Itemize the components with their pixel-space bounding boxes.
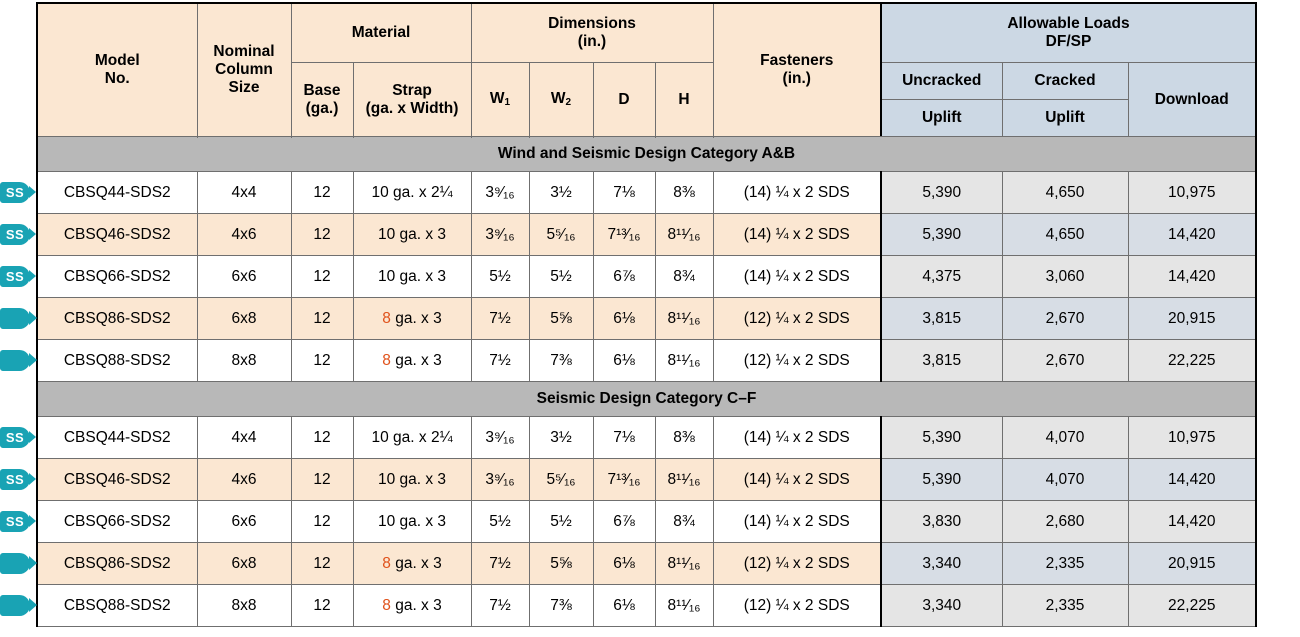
cell-h: 8¹¹⁄₁₆ xyxy=(655,214,713,256)
cell-model-no: CBSQ88-SDS2 xyxy=(37,340,197,382)
arrow-badge-icon xyxy=(0,553,30,574)
cell-d: 6⅛ xyxy=(593,298,655,340)
cell-fasteners: (12) ¼ x 2 SDS xyxy=(713,585,881,627)
cell-w2: 5½ xyxy=(529,501,593,543)
cell-h: 8⅜ xyxy=(655,417,713,459)
cell-download: 10,975 xyxy=(1128,417,1256,459)
header-model-no xyxy=(37,3,197,137)
header-w2 xyxy=(529,63,593,137)
header-fasteners xyxy=(713,3,881,137)
cell-strap: 8 ga. x 3 xyxy=(353,340,471,382)
cell-d: 7¹³⁄₁₆ xyxy=(593,214,655,256)
cell-model-no: CBSQ88-SDS2 xyxy=(37,585,197,627)
cell-download: 14,420 xyxy=(1128,459,1256,501)
cell-h: 8¹¹⁄₁₆ xyxy=(655,298,713,340)
cell-w2: 5⅝ xyxy=(529,298,593,340)
table-body xyxy=(37,137,1256,627)
cell-w2: 3½ xyxy=(529,172,593,214)
cell-h: 8⅜ xyxy=(655,172,713,214)
cell-download: 14,420 xyxy=(1128,501,1256,543)
cell-d: 7¹³⁄₁₆ xyxy=(593,459,655,501)
cell-uncracked-uplift: 3,815 xyxy=(881,340,1002,382)
cell-w1: 3⁹⁄₁₆ xyxy=(471,459,529,501)
cell-d: 7⅛ xyxy=(593,172,655,214)
cell-nominal-size: 8x8 xyxy=(197,340,291,382)
cell-d: 7⅛ xyxy=(593,417,655,459)
cell-fasteners: (14) ¼ x 2 SDS xyxy=(713,172,881,214)
header-material: Material xyxy=(291,3,471,63)
cell-fasteners: (12) ¼ x 2 SDS xyxy=(713,543,881,585)
cell-strap: 10 ga. x 3 xyxy=(353,459,471,501)
table-row xyxy=(37,214,1256,256)
ss-badge-icon: SS xyxy=(0,511,30,532)
cell-strap: 8 ga. x 3 xyxy=(353,585,471,627)
cell-download: 10,975 xyxy=(1128,172,1256,214)
table-row xyxy=(37,340,1256,382)
cell-cracked-uplift: 4,650 xyxy=(1002,214,1128,256)
table-row xyxy=(37,585,1256,627)
cell-h: 8¹¹⁄₁₆ xyxy=(655,340,713,382)
table-row xyxy=(37,459,1256,501)
cell-nominal-size: 4x4 xyxy=(197,172,291,214)
cell-uncracked-uplift: 3,830 xyxy=(881,501,1002,543)
cell-uncracked-uplift: 4,375 xyxy=(881,256,1002,298)
header-w1-sub: 1 xyxy=(504,97,511,109)
cell-download: 14,420 xyxy=(1128,256,1256,298)
cell-cracked-uplift: 3,060 xyxy=(1002,256,1128,298)
header-w1 xyxy=(471,63,529,137)
section-band-label: Seismic Design Category C–F xyxy=(37,382,1256,417)
header-strap-line1: Strap xyxy=(392,81,432,99)
cell-model-no: CBSQ46-SDS2 xyxy=(37,459,197,501)
cell-nominal-size: 8x8 xyxy=(197,585,291,627)
header-base-ga xyxy=(291,63,353,137)
stainless-steel-marker-icon xyxy=(0,182,30,203)
arrow-badge-icon xyxy=(0,350,30,371)
table-row xyxy=(37,172,1256,214)
cell-w1: 7½ xyxy=(471,585,529,627)
cell-strap: 10 ga. x 3 xyxy=(353,214,471,256)
header-model-line1: Model xyxy=(94,52,140,70)
cell-nominal-size: 4x6 xyxy=(197,214,291,256)
cell-fasteners: (14) ¼ x 2 SDS xyxy=(713,459,881,501)
cell-strap: 8 ga. x 3 xyxy=(353,298,471,340)
cell-base-gauge: 12 xyxy=(291,501,353,543)
cell-cracked-uplift: 2,670 xyxy=(1002,340,1128,382)
cell-base-gauge: 12 xyxy=(291,214,353,256)
allowable-loads-table xyxy=(36,2,1257,627)
cell-h: 8¾ xyxy=(655,501,713,543)
cell-d: 6⅛ xyxy=(593,585,655,627)
header-uplift-uncracked: Uplift xyxy=(881,100,1002,137)
header-w1-label: W xyxy=(489,90,505,108)
header-cracked: Cracked xyxy=(1002,63,1128,100)
cell-nominal-size: 4x4 xyxy=(197,417,291,459)
cell-model-no: CBSQ86-SDS2 xyxy=(37,298,197,340)
stainless-steel-marker-icon xyxy=(0,469,30,490)
cell-cracked-uplift: 2,335 xyxy=(1002,585,1128,627)
arrow-badge-icon xyxy=(0,308,30,329)
cell-uncracked-uplift: 5,390 xyxy=(881,172,1002,214)
cell-d: 6⅞ xyxy=(593,256,655,298)
cell-download: 22,225 xyxy=(1128,340,1256,382)
cell-model-no: CBSQ86-SDS2 xyxy=(37,543,197,585)
cell-nominal-size: 6x8 xyxy=(197,543,291,585)
header-allowable-line1: Allowable Loads xyxy=(1007,15,1130,33)
ss-badge-icon: SS xyxy=(0,224,30,245)
header-dimensions-line2: (in.) xyxy=(577,33,607,50)
cell-download: 14,420 xyxy=(1128,214,1256,256)
cell-w1: 3⁹⁄₁₆ xyxy=(471,214,529,256)
cell-w2: 5⁵⁄₁₆ xyxy=(529,459,593,501)
cell-download: 20,915 xyxy=(1128,298,1256,340)
cell-base-gauge: 12 xyxy=(291,585,353,627)
header-strap-line2: (ga. x Width) xyxy=(365,99,459,117)
cell-base-gauge: 12 xyxy=(291,459,353,501)
cell-base-gauge: 12 xyxy=(291,172,353,214)
cell-cracked-uplift: 2,680 xyxy=(1002,501,1128,543)
cell-w2: 7⅜ xyxy=(529,340,593,382)
ss-badge-icon: SS xyxy=(0,182,30,203)
cell-d: 6⅛ xyxy=(593,340,655,382)
header-download: Download xyxy=(1128,63,1256,137)
cell-h: 8¾ xyxy=(655,256,713,298)
cell-h: 8¹¹⁄₁₆ xyxy=(655,585,713,627)
cell-base-gauge: 12 xyxy=(291,340,353,382)
cell-h: 8¹¹⁄₁₆ xyxy=(655,543,713,585)
cell-nominal-size: 6x6 xyxy=(197,501,291,543)
cell-model-no: CBSQ44-SDS2 xyxy=(37,172,197,214)
cell-strap: 10 ga. x 3 xyxy=(353,256,471,298)
table-row xyxy=(37,543,1256,585)
cell-uncracked-uplift: 3,815 xyxy=(881,298,1002,340)
header-d: D xyxy=(593,63,655,137)
cell-w1: 7½ xyxy=(471,543,529,585)
header-nominal-line1: Nominal xyxy=(213,43,275,61)
table-row xyxy=(37,417,1256,459)
header-nominal-line3: Size xyxy=(228,78,260,96)
header-row-1 xyxy=(37,3,1256,63)
header-allowable-line2: DF/SP xyxy=(1045,33,1092,50)
ss-badge-icon: SS xyxy=(0,469,30,490)
cell-fasteners: (12) ¼ x 2 SDS xyxy=(713,298,881,340)
cell-model-no: CBSQ46-SDS2 xyxy=(37,214,197,256)
table-row xyxy=(37,298,1256,340)
cell-fasteners: (14) ¼ x 2 SDS xyxy=(713,501,881,543)
ss-badge-icon: SS xyxy=(0,266,30,287)
cell-cracked-uplift: 2,335 xyxy=(1002,543,1128,585)
arrow-badge-icon xyxy=(0,595,30,616)
header-dimensions xyxy=(471,3,713,63)
section-band-row xyxy=(37,382,1256,417)
cell-strap: 10 ga. x 2¼ xyxy=(353,417,471,459)
ss-badge-icon: SS xyxy=(0,427,30,448)
cell-model-no: CBSQ66-SDS2 xyxy=(37,256,197,298)
cell-cracked-uplift: 4,650 xyxy=(1002,172,1128,214)
cell-d: 6⅛ xyxy=(593,543,655,585)
cell-uncracked-uplift: 5,390 xyxy=(881,417,1002,459)
cell-nominal-size: 4x6 xyxy=(197,459,291,501)
cell-w1: 5½ xyxy=(471,501,529,543)
table-row xyxy=(37,256,1256,298)
stainless-steel-marker-icon xyxy=(0,511,30,532)
cell-w2: 5⅝ xyxy=(529,543,593,585)
cell-model-no: CBSQ44-SDS2 xyxy=(37,417,197,459)
header-dimensions-line1: Dimensions xyxy=(548,15,636,33)
cell-w1: 5½ xyxy=(471,256,529,298)
arrow-marker-icon xyxy=(0,595,30,616)
stainless-steel-marker-icon xyxy=(0,266,30,287)
cell-model-no: CBSQ66-SDS2 xyxy=(37,501,197,543)
cell-uncracked-uplift: 5,390 xyxy=(881,459,1002,501)
cell-cracked-uplift: 4,070 xyxy=(1002,459,1128,501)
table-row xyxy=(37,501,1256,543)
header-w2-sub: 2 xyxy=(565,97,572,109)
cell-cracked-uplift: 4,070 xyxy=(1002,417,1128,459)
cell-download: 22,225 xyxy=(1128,585,1256,627)
cell-strap: 8 ga. x 3 xyxy=(353,543,471,585)
cell-uncracked-uplift: 3,340 xyxy=(881,543,1002,585)
header-uplift-cracked: Uplift xyxy=(1002,100,1128,137)
cell-fasteners: (14) ¼ x 2 SDS xyxy=(713,214,881,256)
cell-d: 6⅞ xyxy=(593,501,655,543)
cell-w2: 5⁵⁄₁₆ xyxy=(529,214,593,256)
header-strap xyxy=(353,63,471,137)
cell-h: 8¹¹⁄₁₆ xyxy=(655,459,713,501)
cell-strap: 10 ga. x 2¼ xyxy=(353,172,471,214)
header-fasteners-line1: Fasteners xyxy=(760,52,834,70)
cell-fasteners: (12) ¼ x 2 SDS xyxy=(713,340,881,382)
cell-fasteners: (14) ¼ x 2 SDS xyxy=(713,256,881,298)
cell-w2: 7⅜ xyxy=(529,585,593,627)
cell-base-gauge: 12 xyxy=(291,256,353,298)
header-base-line1: Base xyxy=(303,81,341,99)
table-header xyxy=(37,3,1256,137)
cell-uncracked-uplift: 5,390 xyxy=(881,214,1002,256)
stainless-steel-marker-icon xyxy=(0,224,30,245)
header-base-line2: (ga.) xyxy=(305,99,339,117)
header-fasteners-line2: (in.) xyxy=(782,70,811,87)
cell-nominal-size: 6x6 xyxy=(197,256,291,298)
cell-w1: 7½ xyxy=(471,298,529,340)
cell-base-gauge: 12 xyxy=(291,543,353,585)
cell-w1: 3⁹⁄₁₆ xyxy=(471,172,529,214)
cell-w1: 3⁹⁄₁₆ xyxy=(471,417,529,459)
header-model-line2: No. xyxy=(104,70,130,87)
cell-base-gauge: 12 xyxy=(291,298,353,340)
cell-cracked-uplift: 2,670 xyxy=(1002,298,1128,340)
arrow-marker-icon xyxy=(0,350,30,371)
header-allowable-loads xyxy=(881,3,1256,63)
stainless-steel-marker-icon xyxy=(0,427,30,448)
header-nominal-column-size xyxy=(197,3,291,137)
section-band-label: Wind and Seismic Design Category A&B xyxy=(37,137,1256,172)
cell-w1: 7½ xyxy=(471,340,529,382)
cell-w2: 3½ xyxy=(529,417,593,459)
cell-download: 20,915 xyxy=(1128,543,1256,585)
section-band-row xyxy=(37,137,1256,172)
arrow-marker-icon xyxy=(0,308,30,329)
cell-fasteners: (14) ¼ x 2 SDS xyxy=(713,417,881,459)
header-h: H xyxy=(655,63,713,137)
header-w2-label: W xyxy=(550,90,566,108)
cell-strap: 10 ga. x 3 xyxy=(353,501,471,543)
header-uncracked: Uncracked xyxy=(881,63,1002,100)
cell-base-gauge: 12 xyxy=(291,417,353,459)
header-nominal-line2: Column xyxy=(215,61,273,79)
cell-w2: 5½ xyxy=(529,256,593,298)
arrow-marker-icon xyxy=(0,553,30,574)
cell-nominal-size: 6x8 xyxy=(197,298,291,340)
cell-uncracked-uplift: 3,340 xyxy=(881,585,1002,627)
